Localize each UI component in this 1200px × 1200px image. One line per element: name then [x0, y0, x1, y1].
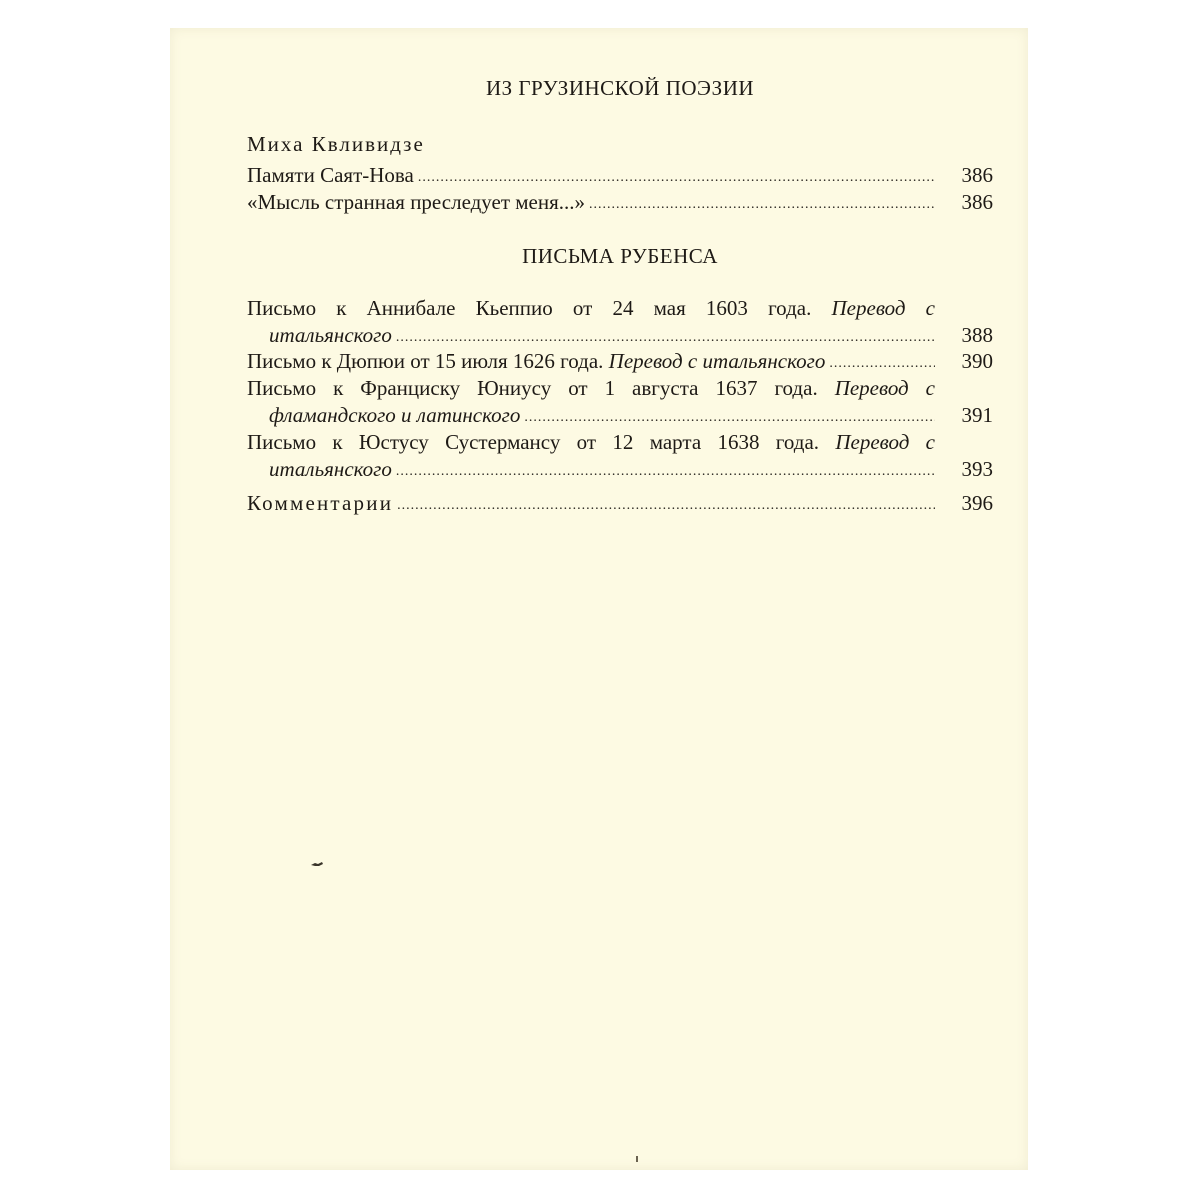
toc-entry[interactable] [247, 189, 993, 216]
leader-dots [589, 191, 935, 218]
entry-title-line: Письмо к Аннибале Кьеппио от 24 мая 1603 года. Перевод с [247, 296, 935, 320]
leader-dots [829, 350, 935, 377]
toc-entry[interactable] [247, 295, 993, 349]
entry-title-line: Письмо к Юстусу Сустермансу от 12 марта 1638 года. Перевод с [247, 430, 935, 454]
toc-entry[interactable] [247, 375, 993, 429]
section-title-georgian: ИЗ ГРУЗИНСКОЙ ПОЭЗИИ [485, 76, 755, 100]
entry-title: Памяти Саят-Нова [247, 163, 414, 187]
page-number: 391 [961, 403, 993, 427]
translation-note: Перевод с [831, 296, 935, 320]
leader-dots [396, 458, 935, 485]
translation-note: Перевод с [834, 376, 935, 400]
translation-note: Перевод с итальянского [608, 349, 826, 373]
page-number: 393 [961, 457, 993, 481]
section-title-rubens: ПИСЬМА РУБЕНСА [522, 244, 718, 268]
translation-note: итальянского [269, 457, 392, 481]
leader-dots [418, 164, 935, 191]
author-name: Миха Квливидзе [247, 132, 425, 156]
toc-entry[interactable] [247, 348, 993, 375]
ink-speck-icon [310, 860, 324, 868]
translation-note: итальянского [269, 323, 392, 347]
leader-dots [397, 492, 935, 519]
toc-entry-comments[interactable] [247, 490, 993, 517]
ink-mark-icon [636, 1156, 638, 1162]
page-number: 390 [961, 349, 993, 373]
toc-entry[interactable] [247, 429, 993, 483]
book-page [170, 28, 1028, 1170]
entry-title: Комментарии [247, 491, 394, 515]
page-number: 388 [961, 323, 993, 347]
leader-dots [524, 404, 935, 431]
page-number: 396 [961, 491, 993, 515]
translation-note: Перевод с [835, 430, 935, 454]
page-number: 386 [961, 163, 993, 187]
entry-title-line: Письмо к Франциску Юниусу от 1 августа 1637 года. Перевод с [247, 376, 935, 400]
entry-title: «Мысль странная преследует меня...» [247, 190, 586, 214]
translation-note: фламандского и латинского [269, 403, 521, 427]
entry-title: Письмо к Дюпюи от 15 июля 1626 года. [247, 349, 604, 373]
page-number: 386 [961, 190, 993, 214]
toc-entry[interactable] [247, 162, 993, 189]
leader-dots [396, 324, 935, 351]
